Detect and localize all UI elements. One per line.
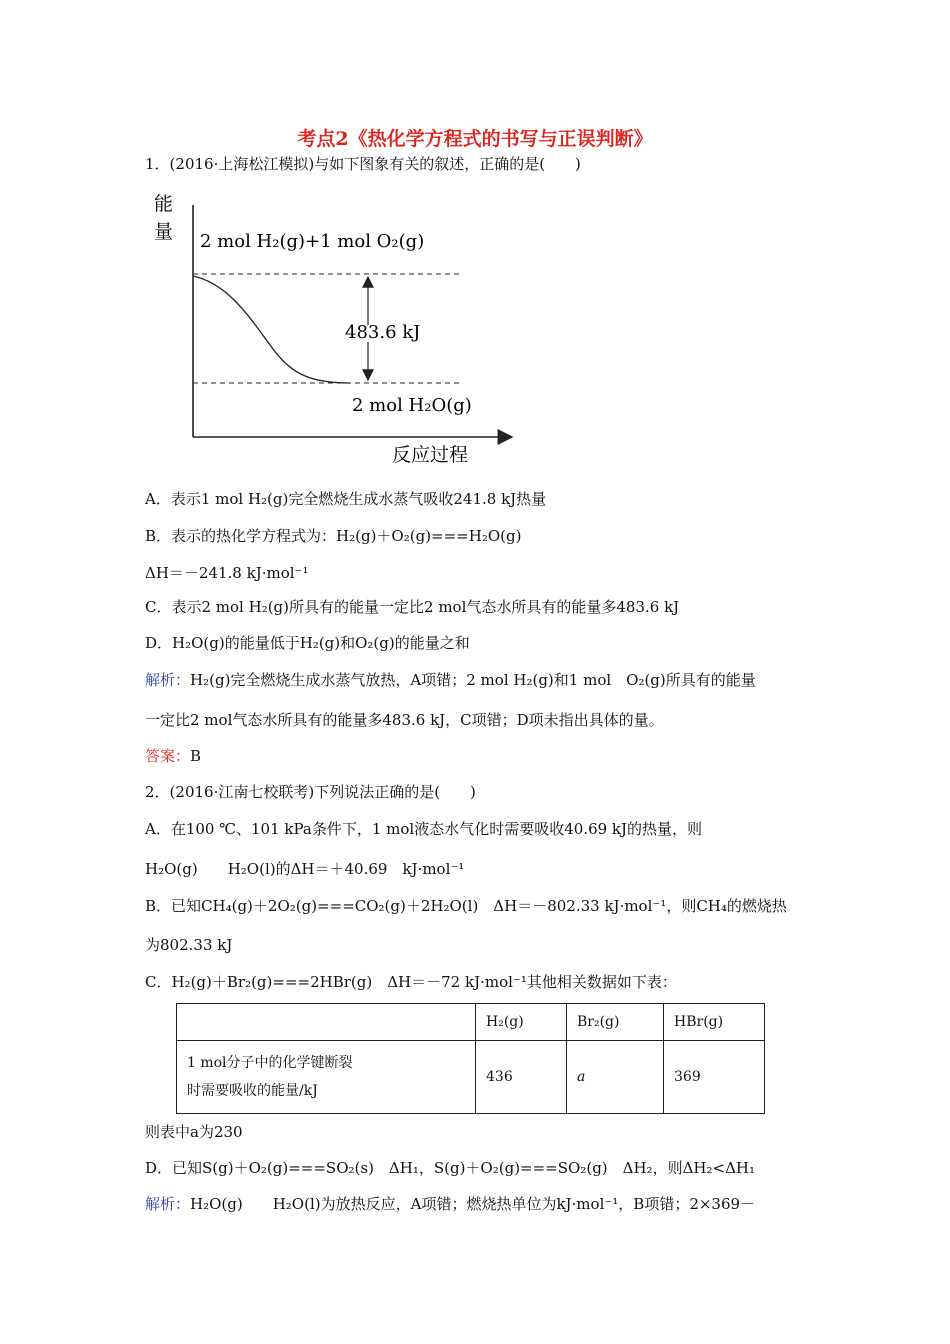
table-header-cell: H₂(g) bbox=[476, 1004, 567, 1041]
q1-answer bbox=[145, 745, 201, 766]
q2-option-b-line1: B．已知CH₄(g)＋2O₂(g)===CO₂(g)＋2H₂O(l) ΔH＝－802.33 kJ·mol⁻¹，则CH₄的燃烧热 bbox=[145, 897, 787, 915]
q1-option-b-line1: B．表示的热化学方程式为：H₂(g)＋O₂(g)===H₂O(g) bbox=[145, 527, 522, 545]
analysis-label: 解析： bbox=[145, 671, 191, 689]
q2-stem: 2．(2016·江南七校联考)下列说法正确的是( ) bbox=[145, 783, 476, 801]
q2-option-b-line2: 为802.33 kJ bbox=[145, 936, 233, 954]
analysis-text: H₂(g)完全燃烧生成水蒸气放热，A项错；2 mol H₂(g)和1 mol O₂(g)所具有的能量 bbox=[190, 671, 756, 689]
bond-energy-table bbox=[176, 1003, 765, 1114]
y-axis-label-2: 量 bbox=[154, 221, 174, 243]
table-header-cell: Br₂(g) bbox=[567, 1004, 664, 1041]
table-row-label bbox=[177, 1041, 476, 1114]
answer-value: B bbox=[190, 747, 202, 765]
q2-after-table: 则表中a为230 bbox=[145, 1123, 243, 1141]
reaction-curve bbox=[193, 276, 350, 383]
q2-option-a-line2: H₂O(g) H₂O(l)的ΔH＝＋40.69 kJ·mol⁻¹ bbox=[145, 860, 465, 878]
table-cell: a bbox=[567, 1041, 664, 1114]
q2-option-a-line1: A．在100 ℃、101 kPa条件下，1 mol液态水气化时需要吸收40.69 kJ的热量，则 bbox=[145, 820, 703, 838]
q1-option-a: A．表示1 mol H₂(g)完全燃烧生成水蒸气吸收241.8 kJ热量 bbox=[145, 490, 547, 508]
reactant-label: 2 mol H₂(g)+1 mol O₂(g) bbox=[200, 231, 425, 252]
q1-option-c: C．表示2 mol H₂(g)所具有的能量一定比2 mol气态水所具有的能量多483.6 kJ bbox=[145, 598, 680, 616]
q1-option-b-line2: ΔH＝－241.8 kJ·mol⁻¹ bbox=[145, 564, 309, 582]
table-cell: 436 bbox=[476, 1041, 567, 1114]
q1-analysis-line2: 一定比2 mol气态水所具有的能量多483.6 kJ，C项错；D项未指出具体的量。 bbox=[145, 711, 664, 729]
q1-option-d: D．H₂O(g)的能量低于H₂(g)和O₂(g)的能量之和 bbox=[145, 634, 470, 652]
y-axis-label-1: 能 bbox=[154, 193, 174, 215]
table-cell: 369 bbox=[664, 1041, 765, 1114]
q2-analysis-line1 bbox=[145, 1193, 755, 1214]
energy-diff-label: 483.6 kJ bbox=[345, 322, 421, 343]
q2-option-d: D．已知S(g)＋O₂(g)===SO₂(s) ΔH₁，S(g)＋O₂(g)===SO₂(g) ΔH₂，则ΔH₂<ΔH₁ bbox=[145, 1159, 755, 1177]
q2-option-c: C．H₂(g)＋Br₂(g)===2HBr(g) ΔH＝－72 kJ·mol⁻¹其他相关数据如下表： bbox=[145, 973, 677, 991]
energy-diagram bbox=[140, 185, 530, 475]
page-title: 考点2《热化学方程式的书写与正误判断》 bbox=[297, 128, 653, 150]
answer-label: 答案： bbox=[145, 747, 191, 765]
q1-stem: 1．(2016·上海松江模拟)与如下图象有关的叙述，正确的是( ) bbox=[145, 155, 581, 173]
analysis-text: H₂O(g) H₂O(l)为放热反应，A项错；燃烧热单位为kJ·mol⁻¹，B项错；2×369－ bbox=[190, 1195, 756, 1213]
analysis-label: 解析： bbox=[145, 1195, 191, 1213]
x-axis-label: 反应过程 bbox=[392, 444, 469, 466]
table-row bbox=[177, 1041, 765, 1114]
row-label-line2: 时需要吸收的能量/kJ bbox=[187, 1083, 318, 1099]
product-label: 2 mol H₂O(g) bbox=[352, 395, 472, 416]
table-header-cell bbox=[177, 1004, 476, 1041]
row-label-line1: 1 mol分子中的化学键断裂 bbox=[187, 1055, 353, 1071]
table-header-row bbox=[177, 1004, 765, 1041]
q1-analysis-line1 bbox=[145, 669, 756, 690]
table-header-cell: HBr(g) bbox=[664, 1004, 765, 1041]
